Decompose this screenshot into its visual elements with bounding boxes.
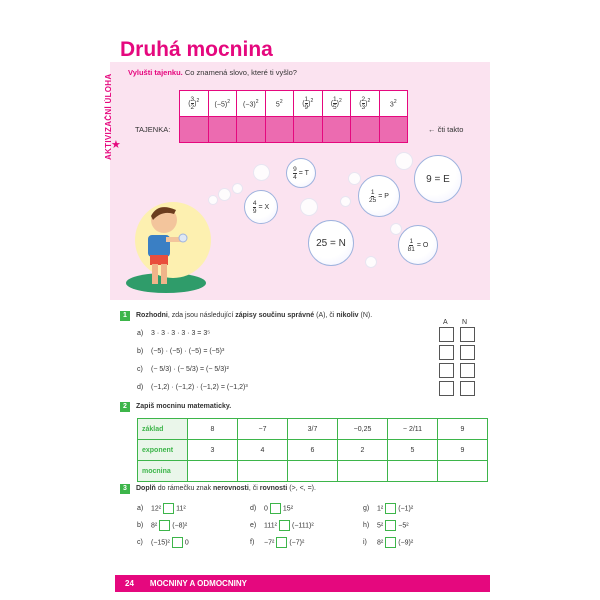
answer-cell[interactable] <box>208 117 237 143</box>
checkbox-n[interactable] <box>460 363 475 378</box>
page-title: Druhá mocnina <box>120 38 273 61</box>
answer-box[interactable] <box>385 537 396 548</box>
tajenka-label: TAJENKA: <box>135 125 171 134</box>
bubble-small <box>365 256 377 268</box>
checkbox-a[interactable] <box>439 381 454 396</box>
bubble-clue: $\frac{1}{81}$ = O <box>398 225 438 265</box>
bubble-small <box>340 196 351 207</box>
power-cell: ( $\frac{3}{2}$ )$^2$ <box>180 91 209 117</box>
checkbox-n[interactable] <box>460 381 475 396</box>
table-cell: 3 <box>188 440 238 461</box>
answer-box[interactable] <box>276 537 287 548</box>
answer-box[interactable] <box>159 520 170 531</box>
row-header: exponent <box>138 440 188 461</box>
instruction-text: Co znamená slovo, které ti vyšlo? <box>182 68 297 77</box>
table-cell[interactable] <box>188 461 238 482</box>
comparison-item: g) 1² (−1)² <box>363 503 413 514</box>
bubble-small <box>348 172 361 185</box>
statement-item: b) (−5) · (−5) · (−5) = (−5)³ <box>137 348 225 355</box>
bubble-clue: 25 = N <box>308 220 354 266</box>
table-row <box>138 440 488 461</box>
bubble-clue: $\frac{1}{25}$ = P <box>358 175 400 217</box>
activity-instruction <box>128 68 297 77</box>
table-cell: −7 <box>238 419 288 440</box>
answer-cell[interactable] <box>180 117 209 143</box>
bubble-clue: $\frac{9}{4}$ = T <box>286 158 316 188</box>
statement-item: a) 3 · 3 · 3 · 3 · 3 = 3⁵ <box>137 330 211 337</box>
answer-cell[interactable] <box>322 117 351 143</box>
power-cell: ( $\frac{2}{3}$ )$^2$ <box>351 91 380 117</box>
power-cell: $3^2$ <box>379 91 408 117</box>
table-cell: 3/7 <box>288 419 338 440</box>
power-table <box>137 418 488 482</box>
side-label: AKTIVIZAČNÍ ÚLOHA <box>104 73 113 160</box>
bubble-clue: $\frac{4}{9}$ = X <box>244 190 278 224</box>
table-cell: 4 <box>238 440 288 461</box>
page-footer <box>115 575 490 592</box>
table-cell: 2 <box>338 440 388 461</box>
power-cell: $5^2$ <box>265 91 294 117</box>
table-cell[interactable] <box>338 461 388 482</box>
star-icon: ★ <box>111 139 121 151</box>
statement-item: c) (− 5/3) · (− 5/3) = (− 5/3)² <box>137 366 229 373</box>
answer-checkboxes <box>433 381 475 401</box>
page-number: 24 <box>125 579 134 588</box>
bubble-small <box>253 164 270 181</box>
bubble-small <box>395 152 413 170</box>
table-cell: −0,25 <box>338 419 388 440</box>
comparison-item: c) (−15)² 0 <box>137 537 189 548</box>
bubble-small <box>232 183 243 194</box>
answer-box[interactable] <box>385 520 396 531</box>
read-hint: ← čti takto <box>428 125 464 134</box>
comparison-item: b) 8² (−8)² <box>137 520 187 531</box>
answer-checkboxes <box>433 345 475 365</box>
row-header: základ <box>138 419 188 440</box>
answer-checkboxes <box>433 363 475 383</box>
answer-cell[interactable] <box>237 117 266 143</box>
table-cell: 5 <box>388 440 438 461</box>
comparison-item: f) −7² (−7)² <box>250 537 304 548</box>
column-n-label: N <box>462 319 468 326</box>
table-row <box>138 461 488 482</box>
table-row <box>138 419 488 440</box>
exercise-2-heading <box>120 402 231 412</box>
table-cell[interactable] <box>288 461 338 482</box>
column-a-label: A <box>443 319 448 326</box>
comparison-item: e) 111² (−111)² <box>250 520 314 531</box>
answer-box[interactable] <box>172 537 183 548</box>
table-cell[interactable] <box>438 461 488 482</box>
checkbox-n[interactable] <box>460 327 475 342</box>
answer-checkboxes <box>433 327 475 347</box>
answer-cell[interactable] <box>294 117 323 143</box>
table-cell: 9 <box>438 440 488 461</box>
table-cell[interactable] <box>388 461 438 482</box>
answer-box[interactable] <box>279 520 290 531</box>
table-cell: − 2/11 <box>388 419 438 440</box>
answer-box[interactable] <box>385 503 396 514</box>
answer-box[interactable] <box>270 503 281 514</box>
answer-box[interactable] <box>163 503 174 514</box>
power-cell: $(-3)^2$ <box>237 91 266 117</box>
bubble-small <box>300 198 318 216</box>
power-cell: ( $\frac{1}{9}$ )$^2$ <box>294 91 323 117</box>
table-cell: 9 <box>438 419 488 440</box>
table-cell: 8 <box>188 419 238 440</box>
power-cell: $(-5)^2$ <box>208 91 237 117</box>
power-cell: ( $\frac{1}{5}$ )$^2$ <box>322 91 351 117</box>
answer-cell[interactable] <box>351 117 380 143</box>
boy-blowing-bubbles-illustration <box>118 180 228 295</box>
checkbox-n[interactable] <box>460 345 475 360</box>
comparison-item: h) 5² −5² <box>363 520 409 531</box>
exercise-number: 3 <box>120 484 130 494</box>
answer-cell[interactable] <box>265 117 294 143</box>
exercise-2-title: Zapiš mocninu matematicky. <box>136 403 232 410</box>
bubble-clue: 9 = E <box>414 155 462 203</box>
exercise-1-heading: 1 Rozhodni, zda jsou následující zápisy součinu správné (A), či nikoliv (N). <box>120 311 372 321</box>
exercise-3-heading: 3 Doplň do rámečku znak nerovnosti, či rovnosti (>, <, =). <box>120 484 316 494</box>
tajenka-table <box>179 90 408 143</box>
row-header: mocnina <box>138 461 188 482</box>
table-cell: 6 <box>288 440 338 461</box>
checkbox-a[interactable] <box>439 327 454 342</box>
answer-cell[interactable] <box>379 117 408 143</box>
checkbox-a[interactable] <box>439 363 454 378</box>
chapter-title: MOCNINY A ODMOCNINY <box>149 579 247 588</box>
comparison-item: a) 12² 11² <box>137 503 186 514</box>
instruction-bold: Vylušti tajenku. <box>128 68 183 77</box>
exercise-number: 1 <box>120 311 130 321</box>
table-cell[interactable] <box>238 461 288 482</box>
comparison-item: i) 8² (−9)² <box>363 537 413 548</box>
comparison-item: d) 0 15² <box>250 503 293 514</box>
exercise-number: 2 <box>120 402 130 412</box>
statement-item: d) (−1,2) · (−1,2) · (−1,2) = (−1,2)³ <box>137 384 248 391</box>
checkbox-a[interactable] <box>439 345 454 360</box>
